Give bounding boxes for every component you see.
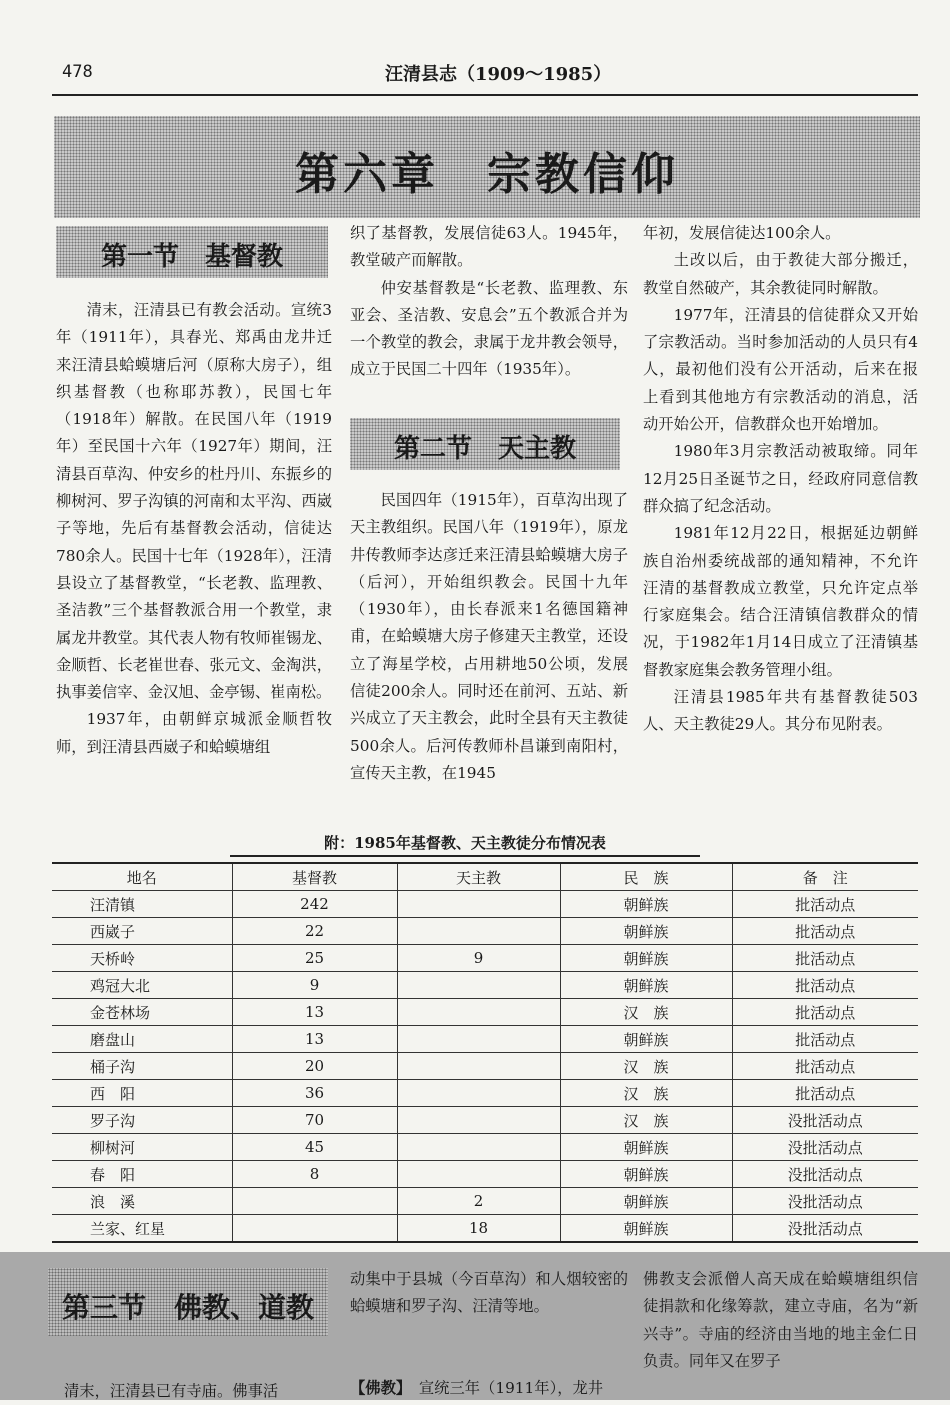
cell-christian: 22 — [232, 918, 397, 945]
cell-christian: 9 — [232, 972, 397, 999]
cell-catholic: 2 — [397, 1188, 560, 1215]
cell-christian — [232, 1215, 397, 1243]
cell-catholic — [397, 918, 560, 945]
cell-christian: 13 — [232, 999, 397, 1026]
cell-catholic — [397, 891, 560, 918]
cell-place: 柳树河 — [52, 1134, 232, 1161]
cell-remarks: 没批活动点 — [732, 1134, 918, 1161]
cell-catholic — [397, 1161, 560, 1188]
section2-title: 第二节 天主教 — [393, 434, 576, 464]
cell-place: 春 阳 — [52, 1161, 232, 1188]
paragraph: 1937年，由朝鲜京城派金顺哲牧师，到汪清县西崴子和蛤蟆塘组 — [56, 710, 332, 756]
cell-place: 西 阳 — [52, 1080, 232, 1107]
paragraph-text: 宣统三年（1911年），龙井 — [418, 1378, 604, 1397]
cell-ethnicity: 朝鲜族 — [560, 891, 732, 918]
chapter-title: 第六章 宗教信仰 — [295, 149, 679, 200]
section2-banner — [350, 418, 620, 470]
buddhism-label: 【佛教】 — [350, 1378, 404, 1397]
cell-catholic — [397, 1080, 560, 1107]
table-row — [52, 891, 918, 918]
cell-ethnicity: 朝鲜族 — [560, 1215, 732, 1243]
cell-ethnicity: 汉 族 — [560, 1053, 732, 1080]
book-title: 汪清县志（1909～1985） — [385, 64, 612, 85]
cell-catholic — [397, 999, 560, 1026]
cell-remarks: 批活动点 — [732, 891, 918, 918]
column-2-bottom — [350, 487, 628, 787]
table-row — [52, 1161, 918, 1188]
cell-catholic: 18 — [397, 1215, 560, 1243]
section3-col3 — [643, 1266, 918, 1375]
cell-remarks: 没批活动点 — [732, 1107, 918, 1134]
paragraph: 佛教支会派僧人高天成在蛤蟆塘组织信徒捐款和化缘筹款，建立寺庙，名为“新兴寺”。寺庙的经济由当地的地主金仁日负责。同年又在罗子 — [643, 1270, 918, 1370]
table-row — [52, 1107, 918, 1134]
chapter-banner — [54, 116, 920, 218]
cell-remarks: 没批活动点 — [732, 1215, 918, 1243]
table-row — [52, 1188, 918, 1215]
cell-ethnicity: 朝鲜族 — [560, 1134, 732, 1161]
section3-banner — [48, 1268, 328, 1336]
cell-place: 天桥岭 — [52, 945, 232, 972]
table-row — [52, 1215, 918, 1243]
table-row — [52, 1134, 918, 1161]
paragraph: 年初，发展信徒达100余人。 — [643, 224, 841, 242]
cell-christian: 45 — [232, 1134, 397, 1161]
table-row — [52, 1053, 918, 1080]
cell-catholic — [397, 1026, 560, 1053]
cell-catholic — [397, 1107, 560, 1134]
section3-col1 — [64, 1378, 334, 1405]
cell-christian — [232, 1188, 397, 1215]
cell-ethnicity: 朝鲜族 — [560, 972, 732, 999]
table-row — [52, 1080, 918, 1107]
section1-title: 第一节 基督教 — [100, 242, 283, 272]
table-header-row — [52, 863, 918, 891]
column-1 — [56, 297, 332, 761]
column-2-top — [350, 220, 628, 384]
cell-ethnicity: 朝鲜族 — [560, 1026, 732, 1053]
cell-catholic: 9 — [397, 945, 560, 972]
cell-place: 浪 溪 — [52, 1188, 232, 1215]
cell-remarks: 批活动点 — [732, 1026, 918, 1053]
paragraph: 1981年12月22日，根据延边朝鲜族自治州委统战部的通知精神，不允许汪清的基督教成立教堂，只允许定点举行家庭集会。结合汪清镇信教群众的情况，于1982年1月14日成立了汪清镇基督教家庭集会教务管理小组。 — [643, 524, 918, 679]
cell-remarks: 没批活动点 — [732, 1188, 918, 1215]
cell-christian: 242 — [232, 891, 397, 918]
cell-christian: 36 — [232, 1080, 397, 1107]
cell-remarks: 批活动点 — [732, 972, 918, 999]
header-place: 地名 — [52, 863, 232, 891]
header-christian: 基督教 — [232, 863, 397, 891]
cell-place: 罗子沟 — [52, 1107, 232, 1134]
cell-ethnicity: 朝鲜族 — [560, 1161, 732, 1188]
cell-remarks: 批活动点 — [732, 945, 918, 972]
paragraph: 1980年3月宗教活动被取缔。同年12月25日圣诞节之日，经政府同意信教群众搞了纪念活动。 — [643, 442, 918, 515]
header-ethnicity: 民 族 — [560, 863, 732, 891]
cell-remarks: 批活动点 — [732, 999, 918, 1026]
cell-christian: 20 — [232, 1053, 397, 1080]
cell-catholic — [397, 972, 560, 999]
cell-catholic — [397, 1134, 560, 1161]
paragraph: 汪清县1985年共有基督教徒503人、天主教徒29人。其分布见附表。 — [643, 688, 918, 734]
header-catholic: 天主教 — [397, 863, 560, 891]
paragraph: 民国四年（1915年），百草沟出现了天主教组织。民国八年（1919年），原龙井传教师李达彦迁来汪清县蛤蟆塘大房子（后河），开始组织教会。民国十九年（1930年），由长春派来1名德国籍神甫，在蛤蟆塘大房子修建天主教堂，还设立了海星学校，占用耕地50公顷，发展信徒200余人。同时还在前河、五站、新兴成立了天主教会，此时全县有天主教徒500余人。后河传教师朴昌谦到南阳村，宣传天主教，在1945 — [350, 491, 628, 782]
section3-title: 第三节 佛教、道教 — [61, 1291, 314, 1324]
table-row — [52, 1026, 918, 1053]
cell-remarks: 批活动点 — [732, 1080, 918, 1107]
cell-christian: 8 — [232, 1161, 397, 1188]
page-number: 478 — [62, 62, 93, 82]
cell-remarks: 没批活动点 — [732, 1161, 918, 1188]
cell-christian: 13 — [232, 1026, 397, 1053]
cell-ethnicity: 汉 族 — [560, 1080, 732, 1107]
paragraph: 清末，汪清县已有寺庙。佛事活 — [64, 1382, 279, 1400]
cell-place: 鸡冠大北 — [52, 972, 232, 999]
paragraph — [350, 1375, 628, 1402]
header-remarks: 备 注 — [732, 863, 918, 891]
cell-ethnicity: 朝鲜族 — [560, 945, 732, 972]
paragraph: 1977年，汪清县的信徒群众又开始了宗教活动。当时参加活动的人员只有4人，最初他们没有公开活动，后来在报上看到其他地方有宗教活动的消息，活动开始公开，信教群众也开始增加。 — [643, 305, 918, 434]
cell-place: 金苍林场 — [52, 999, 232, 1026]
header-rule — [52, 94, 918, 96]
cell-place: 磨盘山 — [52, 1026, 232, 1053]
cell-christian: 70 — [232, 1107, 397, 1134]
cell-ethnicity: 朝鲜族 — [560, 918, 732, 945]
section1-banner — [56, 226, 328, 278]
paragraph: 仲安基督教是“长老教、监理教、东亚会、圣洁教、安息会”五个教派合并为一个教堂的教会，隶属于龙井教会领导，成立于民国二十四年（1935年）。 — [350, 278, 628, 379]
paragraph: 动集中于县城（今百草沟）和人烟较密的蛤蟆塘和罗子沟、汪清等地。 — [350, 1270, 628, 1316]
cell-place: 汪清镇 — [52, 891, 232, 918]
table-row — [52, 918, 918, 945]
cell-christian: 25 — [232, 945, 397, 972]
cell-ethnicity: 汉 族 — [560, 1107, 732, 1134]
paragraph: 土改以后，由于教徒大部分搬迁，教堂自然破产，其余教徒同时解散。 — [643, 251, 918, 297]
cell-remarks: 批活动点 — [732, 1053, 918, 1080]
cell-place: 桶子沟 — [52, 1053, 232, 1080]
cell-ethnicity: 汉 族 — [560, 999, 732, 1026]
table-row — [52, 945, 918, 972]
section3-col2 — [350, 1266, 628, 1402]
paragraph: 清末，汪清县已有教会活动。宣统3年（1911年），具春光、郑禹由龙井迁来汪清县蛤蟆塘后河（原称大房子），组织基督教（也称耶苏教），民国七年（1918年）解散。在民国八年（1919年）至民国十六年（1927年）期间，汪清县百草沟、仲安乡的杜丹川、东振乡的柳树河、罗子沟镇的河南和太平沟、西崴子等地，先后有基督教会活动，信徒达780余人。民国十七年（1928年），汪清县设立了基督教堂，“长老教、监理教、圣洁教”三个基督教派合用一个教堂，隶属龙井教堂。其代表人物有牧师崔锡龙、金顺哲、长老崔世春、张元文、金淘洪，执事姜信宰、金汉旭、金亭锡、崔南松。 — [56, 301, 332, 702]
column-3 — [643, 220, 918, 739]
table-caption: 附：1985年基督教、天主教徒分布情况表 — [230, 832, 700, 857]
paragraph: 织了基督教，发展信徒63人。1945年，教堂破产而解散。 — [350, 224, 628, 270]
cell-ethnicity: 朝鲜族 — [560, 1188, 732, 1215]
cell-remarks: 批活动点 — [732, 918, 918, 945]
table-row — [52, 999, 918, 1026]
cell-catholic — [397, 1053, 560, 1080]
cell-place: 西崴子 — [52, 918, 232, 945]
table-row — [52, 972, 918, 999]
cell-place: 兰家、红星 — [52, 1215, 232, 1243]
distribution-table — [52, 862, 918, 1243]
